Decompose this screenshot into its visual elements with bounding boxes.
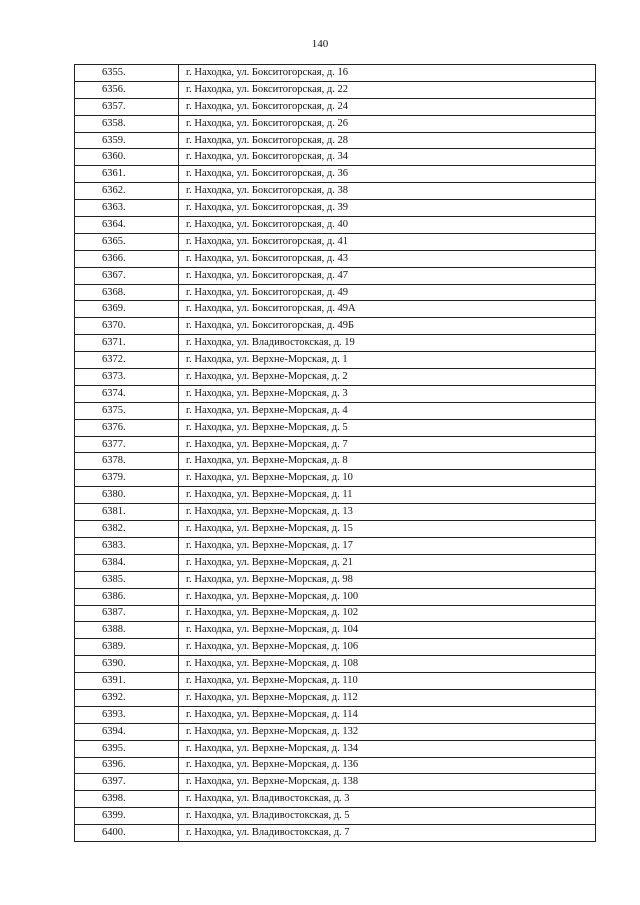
- table-row: [75, 689, 596, 706]
- row-address: г. Находка, ул. Владивостокская, д. 19: [179, 335, 596, 352]
- row-address: г. Находка, ул. Верхне-Морская, д. 134: [179, 740, 596, 757]
- table-row: [75, 487, 596, 504]
- table-row: [75, 723, 596, 740]
- row-number: 6356.: [75, 81, 179, 98]
- table-row: [75, 521, 596, 538]
- row-number: 6370.: [75, 318, 179, 335]
- row-address: г. Находка, ул. Верхне-Морская, д. 2: [179, 369, 596, 386]
- table-row: [75, 470, 596, 487]
- table-row: [75, 284, 596, 301]
- row-number: 6355.: [75, 65, 179, 82]
- row-address: г. Находка, ул. Владивостокская, д. 5: [179, 808, 596, 825]
- row-address: г. Находка, ул. Верхне-Морская, д. 13: [179, 504, 596, 521]
- table-row: [75, 166, 596, 183]
- row-number: 6391.: [75, 673, 179, 690]
- table-row: [75, 267, 596, 284]
- row-number: 6387.: [75, 605, 179, 622]
- table-row: [75, 149, 596, 166]
- row-address: г. Находка, ул. Верхне-Морская, д. 10: [179, 470, 596, 487]
- row-number: 6371.: [75, 335, 179, 352]
- row-number: 6382.: [75, 521, 179, 538]
- table-row: [75, 504, 596, 521]
- table-row: [75, 200, 596, 217]
- row-number: 6372.: [75, 352, 179, 369]
- row-address: г. Находка, ул. Верхне-Морская, д. 11: [179, 487, 596, 504]
- row-address: г. Находка, ул. Бокситогорская, д. 26: [179, 115, 596, 132]
- table-row: [75, 217, 596, 234]
- row-address: г. Находка, ул. Верхне-Морская, д. 21: [179, 554, 596, 571]
- row-address: г. Находка, ул. Верхне-Морская, д. 110: [179, 673, 596, 690]
- row-number: 6397.: [75, 774, 179, 791]
- table-row: [75, 639, 596, 656]
- row-address: г. Находка, ул. Верхне-Морская, д. 7: [179, 436, 596, 453]
- row-number: 6362.: [75, 183, 179, 200]
- row-number: 6383.: [75, 537, 179, 554]
- row-address: г. Находка, ул. Верхне-Морская, д. 138: [179, 774, 596, 791]
- row-number: 6378.: [75, 453, 179, 470]
- row-number: 6384.: [75, 554, 179, 571]
- table-row: [75, 81, 596, 98]
- row-address: г. Находка, ул. Верхне-Морская, д. 3: [179, 385, 596, 402]
- table-row: [75, 791, 596, 808]
- table-row: [75, 537, 596, 554]
- row-address: г. Находка, ул. Бокситогорская, д. 41: [179, 233, 596, 250]
- row-address: г. Находка, ул. Бокситогорская, д. 47: [179, 267, 596, 284]
- row-address: г. Находка, ул. Бокситогорская, д. 39: [179, 200, 596, 217]
- table-row: [75, 673, 596, 690]
- table-row: [75, 554, 596, 571]
- row-number: 6377.: [75, 436, 179, 453]
- row-address: г. Находка, ул. Бокситогорская, д. 28: [179, 132, 596, 149]
- row-number: 6376.: [75, 419, 179, 436]
- row-address: г. Находка, ул. Бокситогорская, д. 22: [179, 81, 596, 98]
- table-row: [75, 757, 596, 774]
- table-row: [75, 622, 596, 639]
- row-number: 6359.: [75, 132, 179, 149]
- row-address: г. Находка, ул. Верхне-Морская, д. 104: [179, 622, 596, 639]
- table-row: [75, 318, 596, 335]
- row-address: г. Находка, ул. Верхне-Морская, д. 5: [179, 419, 596, 436]
- row-address: г. Находка, ул. Верхне-Морская, д. 112: [179, 689, 596, 706]
- table-row: [75, 740, 596, 757]
- row-number: 6396.: [75, 757, 179, 774]
- row-number: 6392.: [75, 689, 179, 706]
- row-address: г. Находка, ул. Бокситогорская, д. 49: [179, 284, 596, 301]
- row-address: г. Находка, ул. Верхне-Морская, д. 132: [179, 723, 596, 740]
- table-row: [75, 183, 596, 200]
- row-number: 6400.: [75, 825, 179, 842]
- row-number: 6398.: [75, 791, 179, 808]
- table-row: [75, 385, 596, 402]
- table-row: [75, 301, 596, 318]
- row-number: 6375.: [75, 402, 179, 419]
- row-address: г. Находка, ул. Бокситогорская, д. 49А: [179, 301, 596, 318]
- row-address: г. Находка, ул. Верхне-Морская, д. 8: [179, 453, 596, 470]
- row-number: 6367.: [75, 267, 179, 284]
- row-address: г. Находка, ул. Верхне-Морская, д. 114: [179, 706, 596, 723]
- row-number: 6388.: [75, 622, 179, 639]
- row-number: 6386.: [75, 588, 179, 605]
- table-row: [75, 65, 596, 82]
- row-number: 6374.: [75, 385, 179, 402]
- table-row: [75, 98, 596, 115]
- row-address: г. Находка, ул. Верхне-Морская, д. 100: [179, 588, 596, 605]
- row-address: г. Находка, ул. Верхне-Морская, д. 15: [179, 521, 596, 538]
- row-number: 6358.: [75, 115, 179, 132]
- table-row: [75, 571, 596, 588]
- row-address: г. Находка, ул. Верхне-Морская, д. 108: [179, 656, 596, 673]
- row-address: г. Находка, ул. Бокситогорская, д. 43: [179, 250, 596, 267]
- row-number: 6365.: [75, 233, 179, 250]
- table-row: [75, 808, 596, 825]
- table-row: [75, 605, 596, 622]
- row-address: г. Находка, ул. Бокситогорская, д. 36: [179, 166, 596, 183]
- table-row: [75, 453, 596, 470]
- row-number: 6390.: [75, 656, 179, 673]
- row-address: г. Находка, ул. Верхне-Морская, д. 1: [179, 352, 596, 369]
- row-number: 6373.: [75, 369, 179, 386]
- table-row: [75, 132, 596, 149]
- row-number: 6394.: [75, 723, 179, 740]
- address-table-body: [75, 65, 596, 842]
- row-number: 6366.: [75, 250, 179, 267]
- row-address: г. Находка, ул. Бокситогорская, д. 34: [179, 149, 596, 166]
- row-number: 6389.: [75, 639, 179, 656]
- table-row: [75, 233, 596, 250]
- row-number: 6361.: [75, 166, 179, 183]
- row-number: 6379.: [75, 470, 179, 487]
- row-number: 6369.: [75, 301, 179, 318]
- table-row: [75, 115, 596, 132]
- table-row: [75, 436, 596, 453]
- table-row: [75, 656, 596, 673]
- row-address: г. Находка, ул. Бокситогорская, д. 38: [179, 183, 596, 200]
- row-number: 6380.: [75, 487, 179, 504]
- row-number: 6393.: [75, 706, 179, 723]
- table-row: [75, 335, 596, 352]
- row-address: г. Находка, ул. Верхне-Морская, д. 136: [179, 757, 596, 774]
- row-address: г. Находка, ул. Верхне-Морская, д. 98: [179, 571, 596, 588]
- row-number: 6395.: [75, 740, 179, 757]
- row-number: 6385.: [75, 571, 179, 588]
- address-table: [74, 64, 596, 842]
- row-number: 6363.: [75, 200, 179, 217]
- row-address: г. Находка, ул. Верхне-Морская, д. 106: [179, 639, 596, 656]
- row-address: г. Находка, ул. Верхне-Морская, д. 17: [179, 537, 596, 554]
- table-row: [75, 419, 596, 436]
- row-number: 6360.: [75, 149, 179, 166]
- row-address: г. Находка, ул. Верхне-Морская, д. 4: [179, 402, 596, 419]
- row-number: 6399.: [75, 808, 179, 825]
- table-row: [75, 402, 596, 419]
- row-number: 6357.: [75, 98, 179, 115]
- row-address: г. Находка, ул. Бокситогорская, д. 24: [179, 98, 596, 115]
- page-number: 140: [311, 38, 329, 50]
- table-row: [75, 352, 596, 369]
- table-row: [75, 250, 596, 267]
- row-address: г. Находка, ул. Верхне-Морская, д. 102: [179, 605, 596, 622]
- table-row: [75, 588, 596, 605]
- row-number: 6364.: [75, 217, 179, 234]
- table-row: [75, 774, 596, 791]
- row-address: г. Находка, ул. Владивостокская, д. 3: [179, 791, 596, 808]
- row-address: г. Находка, ул. Бокситогорская, д. 49Б: [179, 318, 596, 335]
- table-row: [75, 369, 596, 386]
- row-address: г. Находка, ул. Бокситогорская, д. 40: [179, 217, 596, 234]
- row-number: 6368.: [75, 284, 179, 301]
- row-address: г. Находка, ул. Владивостокская, д. 7: [179, 825, 596, 842]
- table-row: [75, 706, 596, 723]
- table-row: [75, 825, 596, 842]
- row-address: г. Находка, ул. Бокситогорская, д. 16: [179, 65, 596, 82]
- row-number: 6381.: [75, 504, 179, 521]
